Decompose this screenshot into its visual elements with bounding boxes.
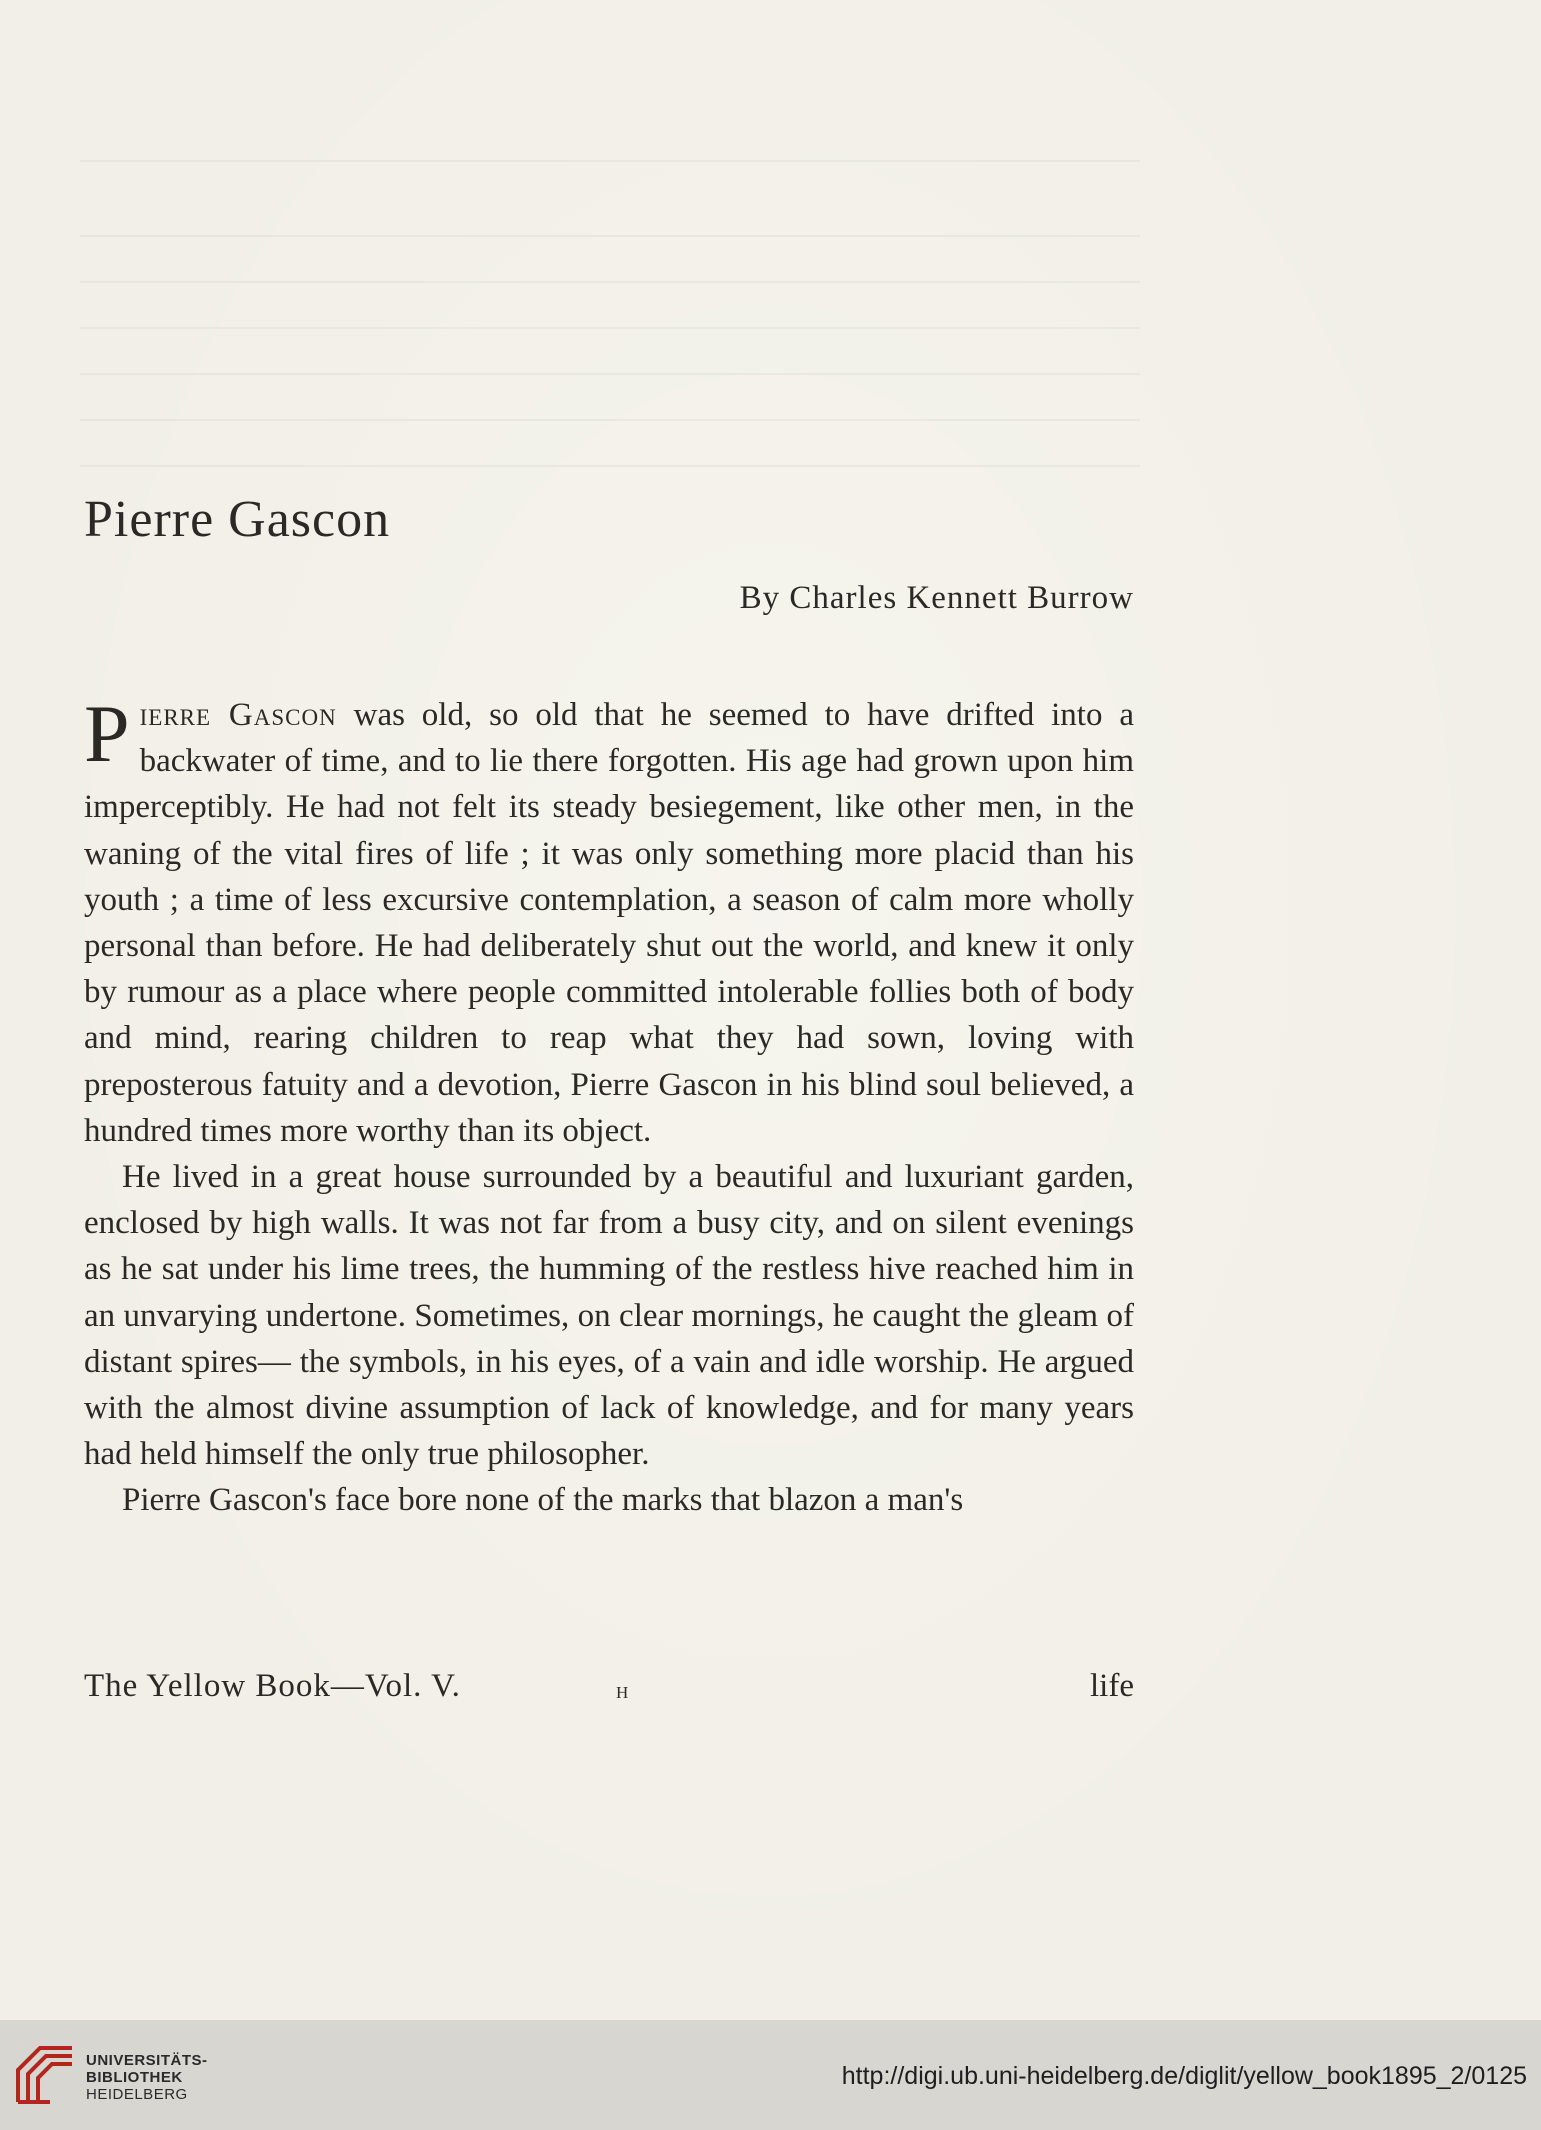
paragraph: He lived in a great house surrounded by a beautiful and luxuriant garden, enclosed by high walls. It was not far from a busy city, and on silent evenings as he sat under his lime trees, the humming of the restless hive reached him in an unvarying undertone. Sometimes, on clear mornings, he caught the gleam of distant spires— the symbols, in his eyes, of a vain and idle worship. He argued with the almost divine assumption of lack of knowledge, and for many years had held himself the only true philosopher. [84, 1159, 1134, 1473]
show-through-line [80, 235, 1140, 237]
catchword: life [1090, 1668, 1134, 1704]
paragraph: Pierre Gascon's face bore none of the marks that blazon a man's [122, 1482, 964, 1519]
library-name-line: HEIDELBERG [86, 2086, 188, 2103]
page-footer [84, 1668, 1134, 1714]
show-through-line [80, 465, 1140, 467]
story-body [84, 688, 1135, 1524]
drop-cap: P [84, 688, 130, 779]
story-title: Pierre Gascon [84, 491, 391, 548]
library-logo-icon [10, 2032, 80, 2110]
page-url[interactable]: http://digi.ub.uni-heidelberg.de/diglit/yellow_book1895_2/0125 [841, 2062, 1527, 2090]
author-byline: By Charles Kennett Burrow [739, 580, 1134, 616]
paragraph-text: was old, so old that he seemed to have drifted into a backwater of time, and to lie there forgotten. His age had grown upon him imperceptibly. He had not felt its steady besiegement, like other men, in the waning of the vital fires of life ; it was only something more placid than his youth ; a time of less excursive contemplation, a season of calm more wholly personal than before. He had deliberately shut out the world, and knew it only by rumour as a place where people committed intolerable follies both of body and mind, rearing children to reap what they had sown, loving with preposterous fatuity and a devotion, Pierre Gascon in his blind soul believed, a hundred times more worthy than its object. [84, 697, 1135, 1149]
small-caps-lead: ierre Gascon [139, 697, 337, 733]
show-through-line [80, 281, 1140, 283]
running-footer: The Yellow Book—Vol. V. [84, 1668, 461, 1704]
signature-mark: h [616, 1678, 629, 1704]
paragraph [84, 688, 1135, 1154]
show-through-line [80, 419, 1140, 421]
library-name [86, 2052, 208, 2103]
show-through-line [80, 327, 1140, 329]
library-bar [0, 2020, 1541, 2130]
show-through-line [80, 160, 1140, 162]
library-name-line: BIBLIOTHEK [86, 2069, 183, 2086]
library-name-line: UNIVERSITÄTS- [86, 2052, 208, 2069]
show-through-line [80, 373, 1140, 375]
